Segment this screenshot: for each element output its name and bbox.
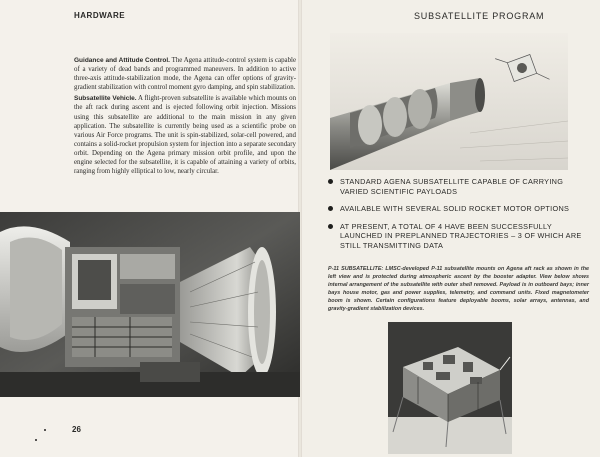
- bullet-dot-icon: [328, 224, 333, 229]
- bullet-dot-icon: [328, 206, 333, 211]
- subsatellite-ejection-illustration: [330, 33, 568, 170]
- page-mark: [44, 429, 46, 431]
- caption-text: LMSC-developed P-11 subsatellite mounts on Agena aft rack as shown in the left view and is protected during atmospheric ascent by the booster adapter. View below shows internal arrangement of the subsatellite with outer shell removed. Payload is in outboard bays; inner bays house motor, gas and power supplies, telemetry, and command units. Fixed magnetometer boom is shown. Certain configurations feature deployable booms, solar arrays, antennas, and gravity-gradient stabilization devices.: [328, 266, 590, 312]
- page-title: SUBSATELLITE PROGRAM: [414, 11, 545, 21]
- subsatellite-aft-rack-photo: [0, 212, 300, 397]
- list-item: [328, 204, 590, 214]
- paragraph-subsatellite: [74, 94, 296, 176]
- bullet-text: STANDARD AGENA SUBSATELLITE CAPABLE OF CARRYING VARIED SCIENTIFIC PAYLOADS: [340, 177, 564, 196]
- paragraph-text: A flight-proven subsatellite is available which mounts on the aft rack during ascent and is ejected following orbit injection. Missions using this subsatellite are additional to the main mission in any given application. The subsatellite is currently being used as a scientific probe on various Air Force programs. The unit is spin-stabilized, solar-cell powered, and contains a solid-rocket propulsion system for injection into a separate secondary orbit. Depending on the Agena primary mission orbit profile, and upon the engine selected for the subsatellite, it is capable of attaining a variety of orbits, ranging from highly elliptical to low, nearly circular.: [74, 95, 297, 176]
- bullet-text: AVAILABLE WITH SEVERAL SOLID ROCKET MOTOR OPTIONS: [340, 204, 570, 213]
- paragraph-lead: Subsatellite Vehicle.: [74, 95, 137, 103]
- paragraph-text: The Agena attitude-control system is capable of a variety of dead bands and programmed maneuvers. In addition to active three-axis attitude-stabilization mode, the Agena can offer options of gravity-gradient stabilization with control moment gyro damping, and spin stabilization.: [74, 57, 297, 92]
- paragraph-lead: Guidance and Attitude Control.: [74, 57, 170, 64]
- body-text: [74, 56, 296, 178]
- photo-caption: [328, 265, 589, 313]
- bullet-dot-icon: [328, 179, 333, 184]
- subsatellite-internal-photo: [388, 322, 512, 454]
- list-item: [328, 222, 590, 251]
- page-number: 26: [72, 425, 81, 434]
- page-mark: [35, 439, 37, 441]
- paragraph-guidance: [74, 56, 296, 92]
- bullet-text: AT PRESENT, A TOTAL OF 4 HAVE BEEN SUCCESSFULLY LAUNCHED IN PREPLANNED TRAJECTORIES – 3 OF WHICH ARE STILL TRANSMITTING DATA: [340, 221, 582, 250]
- list-item: [328, 177, 590, 196]
- section-heading: HARDWARE: [74, 11, 126, 20]
- caption-lead: P-11 SUBSATELLITE:: [328, 266, 384, 272]
- feature-bullet-list: [328, 177, 590, 258]
